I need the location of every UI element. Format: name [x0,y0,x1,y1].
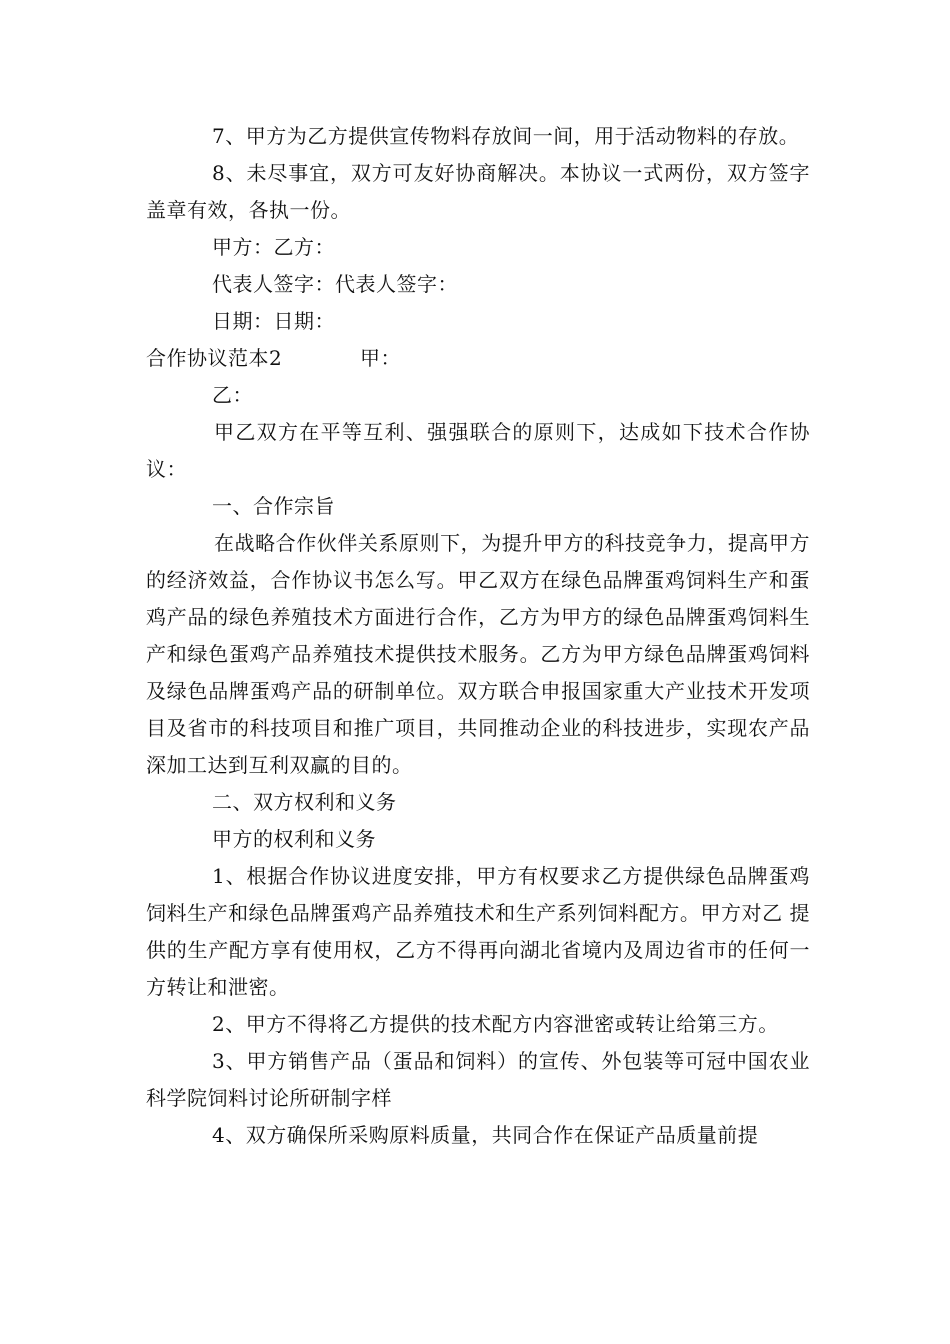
clause-7: 7、甲方为乙方提供宣传物料存放间一间，用于活动物料的存放。 [212,124,800,148]
party-a-clause-1: 1、根据合作协议进度安排，甲方有权要求乙方提供绿色品牌蛋鸡饲料生产和绿色品牌蛋鸡产品养殖技术和生产系列饲料配方。甲方对乙 提供的生产配方享有使用权，乙方不得再向湖北省境内及周边省市的任何一方转让和泄密。 [146,864,810,999]
signature-representative-line: 代表人签字：代表人签字： [212,272,458,296]
template-title: 合作协议范本2 [146,346,283,370]
party-b-label: 乙： [212,383,253,407]
party-a-rights-heading: 甲方的权利和义务 [212,827,376,851]
agreement-intro: 甲乙双方在平等互利、强强联合的原则下，达成如下技术合作协议： [146,420,810,481]
party-a-clause-2: 2、甲方不得将乙方提供的技术配方内容泄密或转让给第三方。 [212,1012,779,1036]
signature-parties-line: 甲方：乙方： [212,235,335,259]
signature-date-line: 日期：日期： [212,309,335,333]
document-body [146,118,810,1154]
section-1-body: 在战略合作伙伴关系原则下，为提升甲方的科技竞争力，提高甲方的经济效益，合作协议书怎么写。甲乙双方在绿色品牌蛋鸡饲料生产和蛋鸡产品的绿色养殖技术方面进行合作，乙方为甲方的绿色品牌蛋鸡饲料生产和绿色蛋鸡产品养殖技术提供技术服务。乙方为甲方绿色品牌蛋鸡饲料及绿色品牌蛋鸡产品的研制单位。双方联合申报国家重大产业技术开发项目及省市的科技项目和推广项目，共同推动企业的科技进步，实现农产品深加工达到互利双赢的目的。 [146,531,810,777]
clause-8: 8、未尽事宜，双方可友好协商解决。本协议一式两份，双方签字盖章有效，各执一份。 [146,161,810,222]
party-a-clause-3: 3、甲方销售产品（蛋品和饲料）的宣传、外包装等可冠中国农业科学院饲料讨论所研制字样 [146,1049,810,1110]
party-a-label: 甲： [360,346,401,370]
party-a-clause-4: 4、双方确保所采购原料质量，共同合作在保证产品质量前提 [212,1123,759,1147]
section-2-heading: 二、双方权利和义务 [212,790,397,814]
agreement-template-heading [146,340,810,377]
section-1-heading: 一、合作宗旨 [212,494,335,518]
